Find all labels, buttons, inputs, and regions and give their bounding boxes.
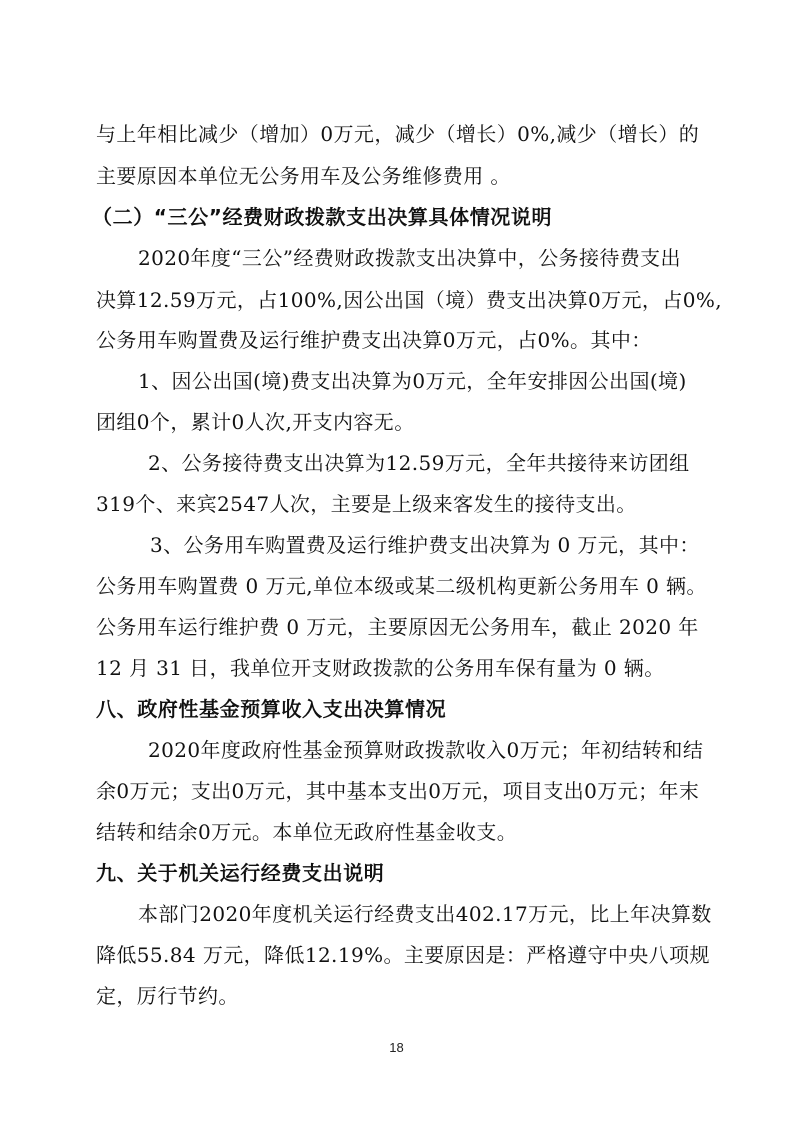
paragraph-line: 公务用车购置费及运行维护费支出决算0万元，占0%。其中： (96, 328, 652, 352)
paragraph-line: 公务用车运行维护费 0 万元，主要原因无公务用车，截止 2020 年 (96, 615, 699, 639)
paragraph-line: 结转和结余0万元。本单位无政府性基金收支。 (96, 820, 518, 844)
paragraph-line: 1、因公出国(境)费支出决算为0万元，全年安排因公出国(境) (138, 369, 687, 393)
paragraph-line: 与上年相比减少（增加）0万元，减少（增长）0%,减少（增长）的 (96, 122, 700, 146)
section-heading: （二）“三公”经费财政拨款支出决算具体情况说明 (92, 205, 553, 229)
paragraph-line: 3、公务用车购置费及运行维护费支出决算为 0 万元，其中： (150, 533, 700, 557)
paragraph-line: 决算12.59万元，占100%,因公出国（境）费支出决算0万元，占0%, (96, 288, 723, 312)
paragraph-line: 319个、来宾2547人次，主要是上级来客发生的接待支出。 (96, 492, 637, 516)
paragraph-line: 12 月 31 日，我单位开支财政拨款的公务用车保有量为 0 辆。 (96, 656, 665, 680)
section-heading: 八、政府性基金预算收入支出决算情况 (96, 697, 447, 721)
paragraph-line: 2、公务接待费支出决算为12.59万元，全年共接待来访团组 (148, 451, 690, 475)
paragraph-line: 降低55.84 万元，降低12.19%。主要原因是：严格遵守中央八项规 (96, 943, 710, 967)
paragraph-line: 本部门2020年度机关运行经费支出402.17万元，比上年决算数 (138, 902, 712, 926)
paragraph-line: 2020年度政府性基金预算财政拨款收入0万元；年初结转和结 (148, 738, 704, 762)
paragraph-line: 团组0个，累计0人次,开支内容无。 (96, 410, 415, 434)
paragraph-line: 余0万元；支出0万元，其中基本支出0万元，项目支出0万元；年末 (96, 779, 700, 803)
paragraph-line: 主要原因本单位无公务用车及公务维修费用 。 (96, 164, 511, 188)
paragraph-line: 定，厉行节约。 (96, 984, 239, 1008)
section-heading: 九、关于机关运行经费支出说明 (96, 861, 385, 885)
paragraph-line: 公务用车购置费 0 万元,单位本级或某二级机构更新公务用车 0 辆。 (96, 574, 707, 598)
page-number: 18 (389, 1040, 404, 1055)
paragraph-line: 2020年度“三公”经费财政拨款支出决算中，公务接待费支出 (138, 246, 681, 270)
